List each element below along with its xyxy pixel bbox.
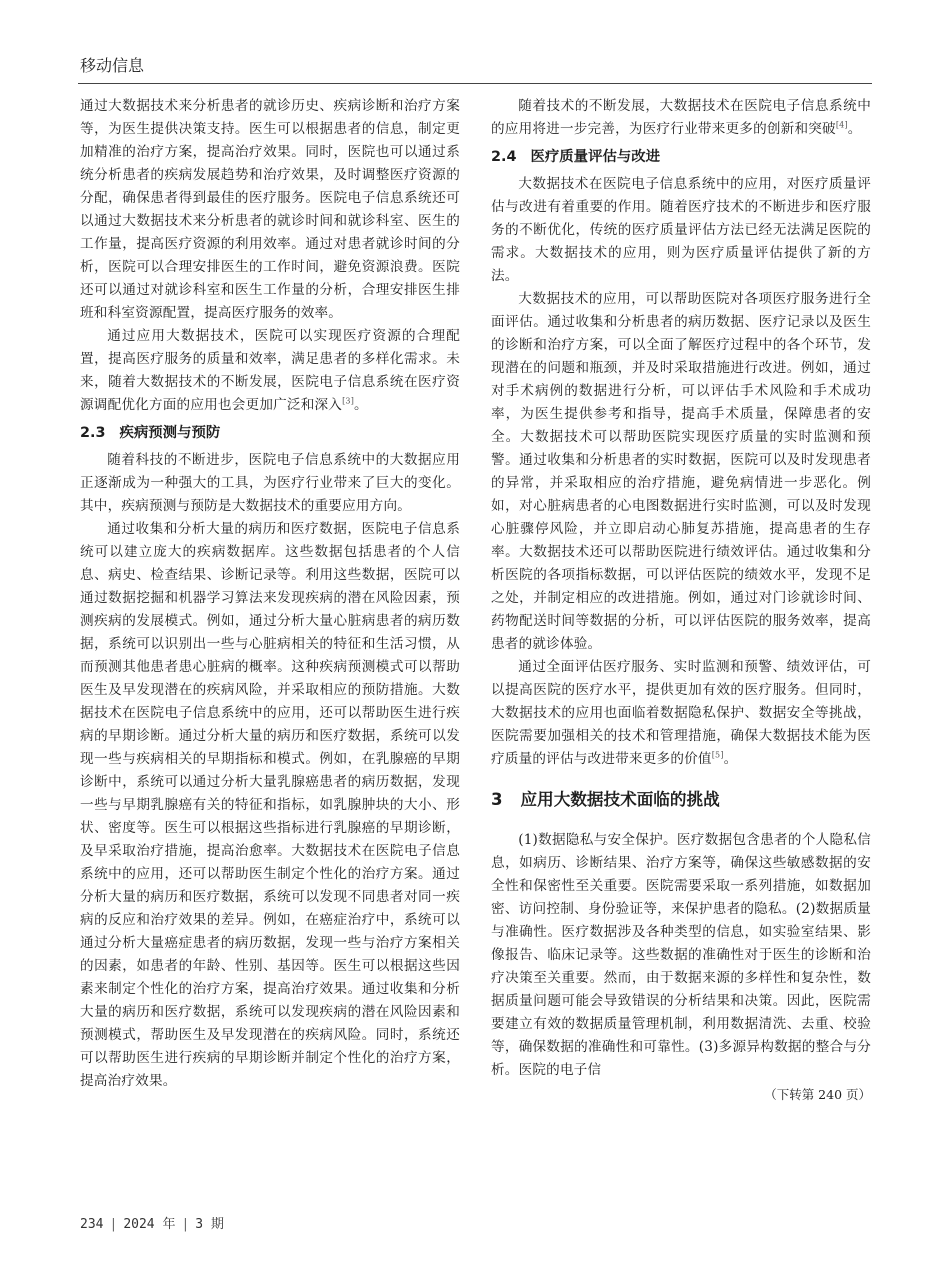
- paragraph-quality-summary: 通过全面评估医疗服务、实时监测和预警、绩效评估，可以提高医院的医疗水平，提供更加有效的医疗服务。但同时，大数据技术的应用也面临着数据隐私保护、数据安全等挑战，医院需要加强相关的技术和管理措施，确保大数据技术能为医疗质量的评估与改进带来更多的价值[5]。: [491, 659, 871, 767]
- citation-3: [3]: [342, 396, 355, 406]
- paragraph-resource-allocation: 通过应用大数据技术，医院可以实现医疗资源的合理配置，提高医疗服务的质量和效率，满足患者的多样化需求。未来，随着大数据技术的不断发展，医院电子信息系统在医疗资源调配优化方面的应用也会更加广泛和深入[3]。: [80, 328, 460, 413]
- paragraph-future: 随着技术的不断发展，大数据技术在医院电子信息系统中的应用将进一步完善，为医疗行业带来更多的创新和突破[4]。: [491, 98, 871, 137]
- citation-5: [5]: [711, 750, 724, 760]
- journal-title: 移动信息: [80, 56, 145, 75]
- paragraph-disease-prediction: 通过收集和分析大量的病历和医疗数据，医院电子信息系统可以建立庞大的疾病数据库。这些数据包括患者的个人信息、病史、检查结果、诊断记录等。利用这些数据，医院可以通过数据挖掘和机器学习算法来发现疾病的潜在风险因素，预测疾病的发展模式。例如，通过分析大量心脏病患者的病历数据，系统可以识别出一些与心脏病相关的特征和生活习惯，从而预测其他患者患心脏病的概率。这种疾病预测模式可以帮助医生及早发现潜在的疾病风险，并采取相应的预防措施。大数据技术在医院电子信息系统中的应用，还可以帮助医生进行疾病的早期诊断。通过分析大量的病历和医疗数据，系统可以发现一些与疾病相关的早期指标和模式。例如，在乳腺癌的早期诊断中，系统可以通过分析大量乳腺癌患者的病历数据，发现一些与早期乳腺癌有关的特征和指标，如乳腺肿块的大小、形状、密度等。医生可以根据这些指标进行乳腺癌的早期诊断，及早采取治疗措施，提高治愈率。大数据技术在医院电子信息系统中的应用，还可以帮助医生制定个性化的治疗方案。通过分析大量的病历和医疗数据，系统可以发现不同患者对同一疾病的反应和治疗效果的差异。例如，在癌症治疗中，系统可以通过分析大量癌症患者的病历数据，发现一些与治疗方案相关的因素，如患者的年龄、性别、基因等。医生可以根据这些因素来制定个性化的治疗方案，提高治疗效果。通过收集和分析大量的病历和医疗数据，系统可以发现疾病的潜在风险因素和预测模式，帮助医生及早发现潜在的疾病风险。同时，系统还可以帮助医生进行疾病的早期诊断并制定个性化的治疗方案，提高治疗效果。: [80, 521, 460, 1089]
- heading-3: 3 应用大数据技术面临的挑战: [491, 790, 720, 809]
- paragraph-quality-intro: 大数据技术在医院电子信息系统中的应用，对医疗质量评估与改进有着重要的作用。随着医疗技术的不断进步和医疗服务的不断优化，传统的医疗质量评估方法已经无法满足医院的需求。大数据技术的应用，则为医疗质量评估提供了新的方法。: [491, 176, 871, 284]
- paragraph-quality-evaluation: 大数据技术的应用，可以帮助医院对各项医疗服务进行全面评估。通过收集和分析患者的病历数据、医疗记录以及医生的诊断和治疗方案，可以全面了解医疗过程中的各个环节，发现潜在的问题和瓶颈，并及时采取措施进行改进。例如，通过对手术病例的数据进行分析，可以评估手术风险和手术成功率，为医生提供参考和指导，提高手术质量，保障患者的安全。大数据技术可以帮助医院实现医疗质量的实时监测和预警。通过收集和分析患者的实时数据，医院可以及时发现患者的异常，并采取相应的治疗措施，避免病情进一步恶化。例如，对心脏病患者的心电图数据进行实时监测，可以及时发现心脏骤停风险，并立即启动心肺复苏措施，提高患者的生存率。大数据技术还可以帮助医院进行绩效评估。通过收集和分析医院的各项指标数据，可以评估医院的绩效水平，发现不足之处，并制定相应的改进措施。例如，通过对门诊就诊时间、药物配送时间等数据的分析，可以评估医院的服务效率，提高患者的就诊体验。: [491, 291, 871, 652]
- citation-4: [4]: [835, 120, 848, 130]
- footer-issue: 3 期: [195, 1217, 224, 1232]
- paragraph-continued: 通过大数据技术来分析患者的就诊历史、疾病诊断和治疗方案等，为医生提供决策支持。医生可以根据患者的信息，制定更加精准的治疗方案，提高治疗效果。同时，医院也可以通过系统分析患者的疾病发展趋势和治疗效果，及时调整医疗资源的分配，确保患者得到最佳的医疗服务。医院电子信息系统还可以通过大数据技术来分析患者的就诊时间和就诊科室、医生的工作量，提高医疗资源的利用效率。通过对患者就诊时间的分析，医院可以合理安排医生的工作时间，避免资源浪费。医院还可以通过对就诊科室和医生工作量的分析，合理安排医生排班和科室资源配置，提高医疗服务的效率。: [80, 98, 460, 321]
- right-column: [491, 95, 871, 1106]
- page-footer: [80, 1213, 224, 1232]
- paragraph-disease-intro: 随着科技的不断进步，医院电子信息系统中的大数据应用正逐渐成为一种强大的工具，为医疗行业带来了巨大的变化。其中，疾病预测与预防是大数据技术的重要应用方向。: [80, 452, 460, 514]
- footer-separator: |: [181, 1217, 190, 1232]
- header-rule: [78, 83, 872, 84]
- heading-2-4: 2.4 医疗质量评估与改进: [491, 149, 661, 165]
- heading-2-3: 2.3 疾病预测与预防: [80, 425, 221, 441]
- page-number: 234: [80, 1217, 104, 1232]
- left-column: [80, 95, 460, 1093]
- paragraph-challenges: (1)数据隐私与安全保护。医疗数据包含患者的个人隐私信息，如病历、诊断结果、治疗方案等，确保这些敏感数据的安全性和保密性至关重要。医院需要采取一系列措施，如数据加密、访问控制、身份验证等，来保护患者的隐私。(2)数据质量与准确性。医疗数据涉及各种类型的信息，如实验室结果、影像报告、临床记录等。这些数据的准确性对于医生的诊断和治疗决策至关重要。然而，由于数据来源的多样性和复杂性，数据质量问题可能会导致错误的分析结果和决策。因此，医院需要建立有效的数据质量管理机制，利用数据清洗、去重、校验等，确保数据的准确性和可靠性。(3)多源异构数据的整合与分析。医院的电子信: [491, 832, 871, 1078]
- footer-separator: |: [109, 1217, 118, 1232]
- continued-note: （下转第 240 页）: [764, 1087, 871, 1102]
- footer-year: 2024 年: [123, 1217, 176, 1232]
